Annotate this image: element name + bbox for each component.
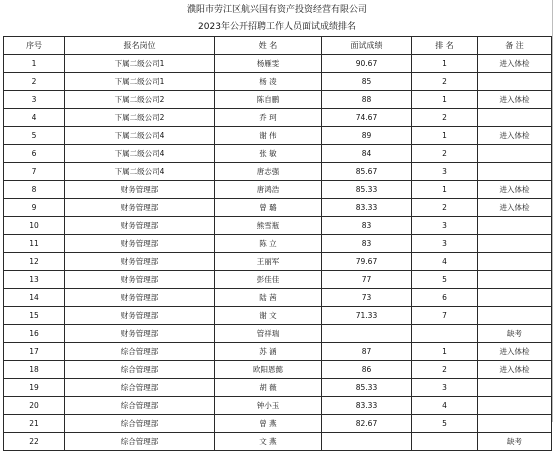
cell-position: 下属二级公司4 [65, 163, 215, 181]
header-index: 序号 [4, 37, 65, 55]
cell-index: 21 [4, 415, 65, 433]
table-row [4, 145, 552, 163]
table-header-row [4, 37, 552, 55]
cell-score: 83.33 [322, 397, 412, 415]
cell-remark: 进入体检 [478, 199, 552, 217]
cell-score: 73 [322, 289, 412, 307]
cell-position: 财务管理部 [65, 289, 215, 307]
cell-rank: 2 [412, 73, 478, 91]
cell-position: 财务管理部 [65, 181, 215, 199]
cell-score: 79.67 [322, 253, 412, 271]
cell-position: 财务管理部 [65, 217, 215, 235]
cell-score: 74.67 [322, 109, 412, 127]
cell-name: 谢 伟 [215, 127, 322, 145]
cell-remark [478, 415, 552, 433]
table-row [4, 73, 552, 91]
cell-index: 20 [4, 397, 65, 415]
table-row [4, 127, 552, 145]
cell-rank: 2 [412, 145, 478, 163]
results-table [3, 36, 552, 451]
cell-name: 乔 珂 [215, 109, 322, 127]
cell-position: 下属二级公司4 [65, 145, 215, 163]
cell-score: 85.33 [322, 181, 412, 199]
cell-rank: 1 [412, 91, 478, 109]
cell-remark [478, 235, 552, 253]
cell-remark [478, 271, 552, 289]
cell-remark [478, 109, 552, 127]
cell-rank [412, 433, 478, 451]
cell-name: 熊雪瓶 [215, 217, 322, 235]
cell-remark [478, 397, 552, 415]
table-row [4, 271, 552, 289]
cell-remark: 进入体检 [478, 361, 552, 379]
cell-score: 83.33 [322, 199, 412, 217]
cell-remark [478, 163, 552, 181]
cell-rank [412, 325, 478, 343]
cell-name: 曾 燕 [215, 415, 322, 433]
cell-index: 13 [4, 271, 65, 289]
table-row [4, 379, 552, 397]
cell-rank: 3 [412, 163, 478, 181]
cell-rank: 5 [412, 271, 478, 289]
cell-position: 财务管理部 [65, 307, 215, 325]
cell-rank: 2 [412, 199, 478, 217]
cell-rank: 2 [412, 109, 478, 127]
cell-score: 84 [322, 145, 412, 163]
cell-rank: 5 [412, 415, 478, 433]
company-title: 濮阳市劳江区航兴国有资产投资经营有限公司 [186, 5, 367, 15]
cell-score [322, 325, 412, 343]
cell-index: 8 [4, 181, 65, 199]
cell-rank: 1 [412, 55, 478, 73]
cell-index: 17 [4, 343, 65, 361]
cell-index: 15 [4, 307, 65, 325]
cell-remark [478, 145, 552, 163]
table-row [4, 307, 552, 325]
header-score: 面试成绩 [322, 37, 412, 55]
cell-position: 下属二级公司2 [65, 91, 215, 109]
cell-rank: 2 [412, 361, 478, 379]
cell-name: 谢 文 [215, 307, 322, 325]
window-edge [552, 0, 553, 422]
cell-index: 19 [4, 379, 65, 397]
cell-index: 5 [4, 127, 65, 145]
cell-index: 14 [4, 289, 65, 307]
cell-score: 82.67 [322, 415, 412, 433]
results-document [3, 2, 551, 451]
cell-index: 3 [4, 91, 65, 109]
cell-index: 18 [4, 361, 65, 379]
table-row [4, 199, 552, 217]
cell-position: 综合管理部 [65, 361, 215, 379]
cell-name: 陆 茜 [215, 289, 322, 307]
cell-rank: 4 [412, 397, 478, 415]
cell-position: 下属二级公司1 [65, 73, 215, 91]
cell-index: 4 [4, 109, 65, 127]
cell-remark [478, 307, 552, 325]
table-row [4, 217, 552, 235]
cell-remark: 缺考 [478, 325, 552, 343]
cell-index: 11 [4, 235, 65, 253]
table-row [4, 289, 552, 307]
cell-score: 83 [322, 217, 412, 235]
header-rank: 排 名 [412, 37, 478, 55]
cell-rank: 3 [412, 235, 478, 253]
cell-score: 77 [322, 271, 412, 289]
cell-position: 财务管理部 [65, 271, 215, 289]
cell-rank: 7 [412, 307, 478, 325]
cell-name: 杨 凌 [215, 73, 322, 91]
cell-score: 71.33 [322, 307, 412, 325]
table-row [4, 235, 552, 253]
cell-position: 财务管理部 [65, 235, 215, 253]
header-name: 姓 名 [215, 37, 322, 55]
cell-position: 下属二级公司1 [65, 55, 215, 73]
table-row [4, 397, 552, 415]
cell-score: 89 [322, 127, 412, 145]
cell-index: 6 [4, 145, 65, 163]
cell-position: 综合管理部 [65, 379, 215, 397]
cell-remark: 进入体检 [478, 91, 552, 109]
cell-position: 财务管理部 [65, 253, 215, 271]
cell-rank: 1 [412, 343, 478, 361]
cell-remark [478, 253, 552, 271]
cell-position: 下属二级公司2 [65, 109, 215, 127]
cell-score [322, 433, 412, 451]
cell-rank: 4 [412, 253, 478, 271]
cell-remark [478, 73, 552, 91]
cell-position: 综合管理部 [65, 415, 215, 433]
cell-remark: 缺考 [478, 433, 552, 451]
cell-remark [478, 217, 552, 235]
cell-score: 83 [322, 235, 412, 253]
header-position: 报名岗位 [65, 37, 215, 55]
cell-position: 综合管理部 [65, 343, 215, 361]
cell-name: 唐志强 [215, 163, 322, 181]
cell-score: 85.67 [322, 163, 412, 181]
table-row [4, 325, 552, 343]
table-row [4, 55, 552, 73]
cell-name: 陈自鹏 [215, 91, 322, 109]
header-remark: 备 注 [478, 37, 552, 55]
cell-index: 1 [4, 55, 65, 73]
cell-rank: 1 [412, 181, 478, 199]
table-row [4, 361, 552, 379]
cell-remark: 进入体检 [478, 55, 552, 73]
cell-remark [478, 289, 552, 307]
cell-name: 曾 璐 [215, 199, 322, 217]
table-row [4, 109, 552, 127]
table-row [4, 163, 552, 181]
cell-index: 10 [4, 217, 65, 235]
table-row [4, 181, 552, 199]
cell-score: 90.67 [322, 55, 412, 73]
cell-name: 王丽军 [215, 253, 322, 271]
cell-name: 钟小玉 [215, 397, 322, 415]
cell-score: 85.33 [322, 379, 412, 397]
cell-name: 胡 薇 [215, 379, 322, 397]
cell-name: 欧阳恩懿 [215, 361, 322, 379]
cell-name: 张 敏 [215, 145, 322, 163]
table-row [4, 253, 552, 271]
cell-position: 下属二级公司4 [65, 127, 215, 145]
cell-name: 管祥瑞 [215, 325, 322, 343]
cell-rank: 1 [412, 127, 478, 145]
cell-remark: 进入体检 [478, 343, 552, 361]
table-row [4, 415, 552, 433]
cell-index: 2 [4, 73, 65, 91]
table-body [4, 55, 552, 451]
cell-position: 综合管理部 [65, 433, 215, 451]
cell-index: 16 [4, 325, 65, 343]
cell-remark: 进入体检 [478, 127, 552, 145]
cell-name: 陈 立 [215, 235, 322, 253]
document-subtitle: 2023年公开招聘工作人员面试成绩排名 [198, 22, 356, 32]
cell-name: 唐鸿浩 [215, 181, 322, 199]
cell-position: 财务管理部 [65, 325, 215, 343]
table-row [4, 91, 552, 109]
cell-remark [478, 379, 552, 397]
cell-name: 文 燕 [215, 433, 322, 451]
cell-score: 88 [322, 91, 412, 109]
cell-score: 85 [322, 73, 412, 91]
cell-index: 7 [4, 163, 65, 181]
cell-score: 87 [322, 343, 412, 361]
cell-name: 彭佳佳 [215, 271, 322, 289]
cell-index: 22 [4, 433, 65, 451]
cell-name: 苏 涵 [215, 343, 322, 361]
cell-rank: 3 [412, 217, 478, 235]
cell-index: 9 [4, 199, 65, 217]
cell-rank: 6 [412, 289, 478, 307]
cell-score: 86 [322, 361, 412, 379]
cell-rank: 3 [412, 379, 478, 397]
cell-position: 财务管理部 [65, 199, 215, 217]
cell-remark: 进入体检 [478, 181, 552, 199]
cell-name: 杨雁雯 [215, 55, 322, 73]
cell-index: 12 [4, 253, 65, 271]
cell-position: 综合管理部 [65, 397, 215, 415]
table-row [4, 343, 552, 361]
table-row [4, 433, 552, 451]
